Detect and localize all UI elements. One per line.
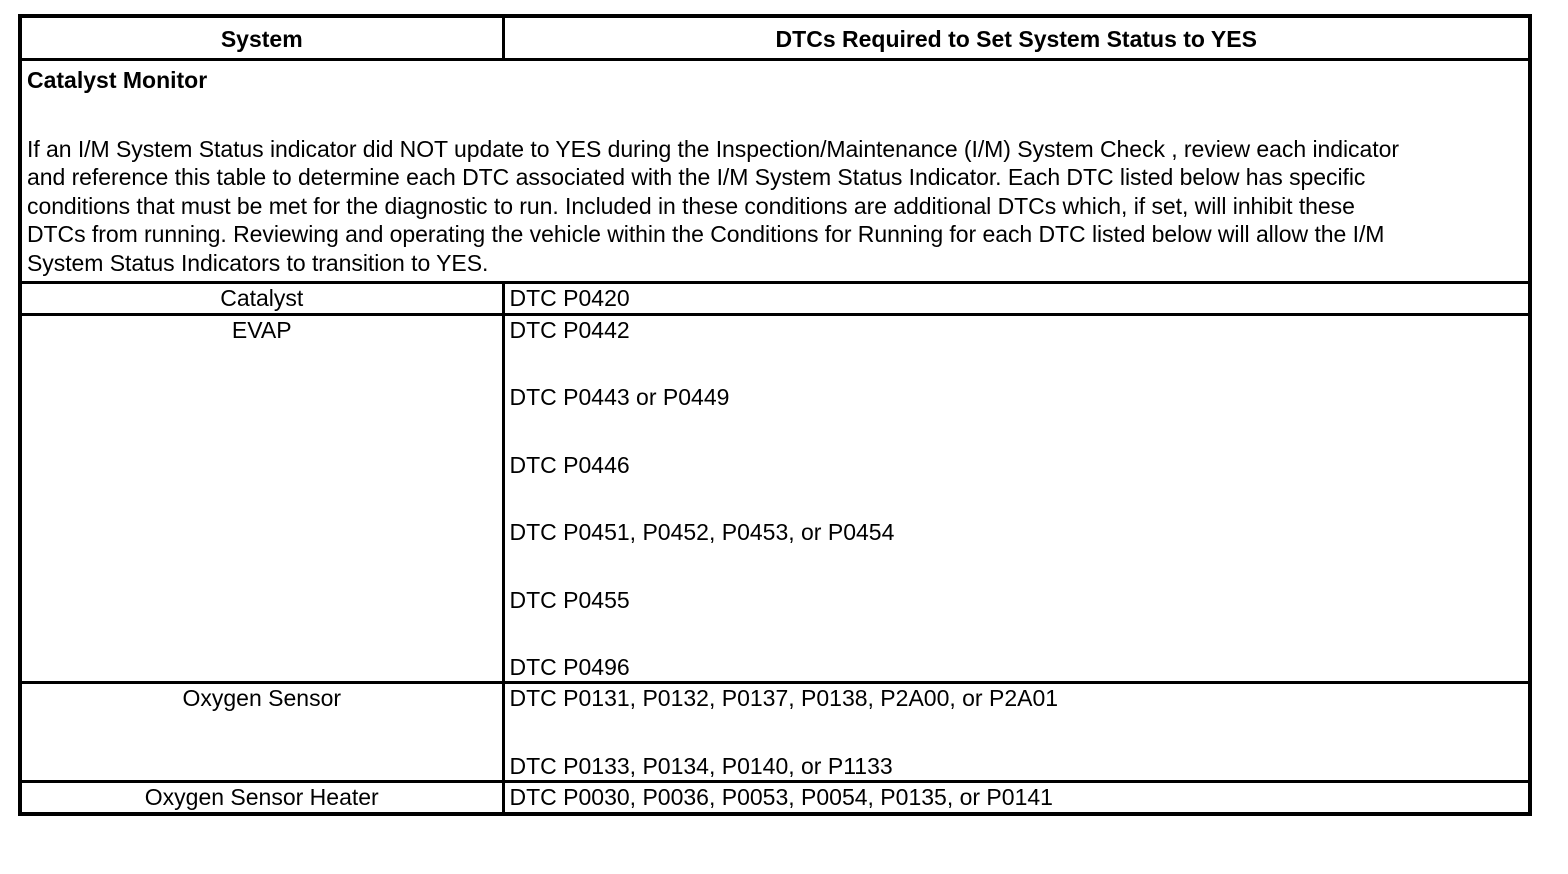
dtc-entry: DTC P0442 — [509, 316, 630, 343]
system-cell: Oxygen Sensor Heater — [20, 782, 503, 814]
dtc-spacer — [510, 546, 1524, 586]
table-row-evap — [20, 314, 1530, 683]
system-cell: EVAP — [20, 314, 503, 683]
intro-spacer — [27, 95, 1523, 135]
dtc-cell — [503, 314, 1530, 683]
header-dtcs: DTCs Required to Set System Status to YES — [503, 16, 1530, 60]
dtc-entry: DTC P0420 — [509, 285, 630, 311]
system-cell: Oxygen Sensor — [20, 683, 503, 782]
dtc-entry: DTC P0451, P0452, P0453, or P0454 — [509, 519, 895, 545]
intro-cell — [20, 60, 1530, 283]
dtc-cell — [503, 782, 1530, 814]
section-title: Catalyst Monitor — [27, 67, 208, 93]
table-row-oxygen-sensor — [20, 683, 1530, 782]
dtc-entry: DTC P0443 or P0449 — [509, 384, 730, 410]
header-system: System — [20, 16, 503, 60]
dtc-spacer — [510, 479, 1524, 519]
intro-paragraph — [27, 135, 1523, 278]
system-cell: Catalyst — [20, 283, 503, 315]
dtc-entry: DTC P0496 — [509, 654, 630, 680]
dtc-entry: DTC P0030, P0036, P0053, P0054, P0135, or P0141 — [509, 784, 1053, 810]
dtc-entry: DTC P0446 — [509, 451, 630, 478]
dtc-cell — [503, 683, 1530, 782]
dtc-entry: DTC P0455 — [509, 586, 630, 613]
table-row-catalyst — [20, 283, 1530, 315]
dtc-entry: DTC P0131, P0132, P0137, P0138, P2A00, or P2A01 — [509, 685, 1059, 711]
dtc-cell — [503, 283, 1530, 315]
intro-line: conditions that must be met for the diagnostic to run. Included in these conditions are additional DTCs which, if set, will inhibit these — [27, 192, 1355, 219]
intro-line: System Status Indicators to transition to YES. — [27, 249, 489, 276]
table-row-oxygen-sensor-heater — [20, 782, 1530, 814]
intro-line: DTCs from running. Reviewing and operating the vehicle within the Conditions for Running for each DTC listed below will allow the I/M — [27, 221, 1385, 247]
intro-row — [20, 60, 1530, 283]
table-header-row — [20, 16, 1530, 60]
dtc-spacer — [510, 712, 1524, 752]
dtc-entry: DTC P0133, P0134, P0140, or P1133 — [509, 753, 893, 779]
dtc-spacer — [510, 614, 1524, 654]
intro-line: and reference this table to determine each DTC associated with the I/M System Status Indicator. Each DTC listed below has specific — [27, 164, 1366, 190]
dtc-spacer — [510, 344, 1524, 384]
dtc-status-table — [18, 14, 1532, 816]
dtc-spacer — [510, 411, 1524, 451]
intro-line: If an I/M System Status indicator did NOT update to YES during the Inspection/Maintenance (I/M) System Check , review each indicator — [27, 135, 1399, 162]
